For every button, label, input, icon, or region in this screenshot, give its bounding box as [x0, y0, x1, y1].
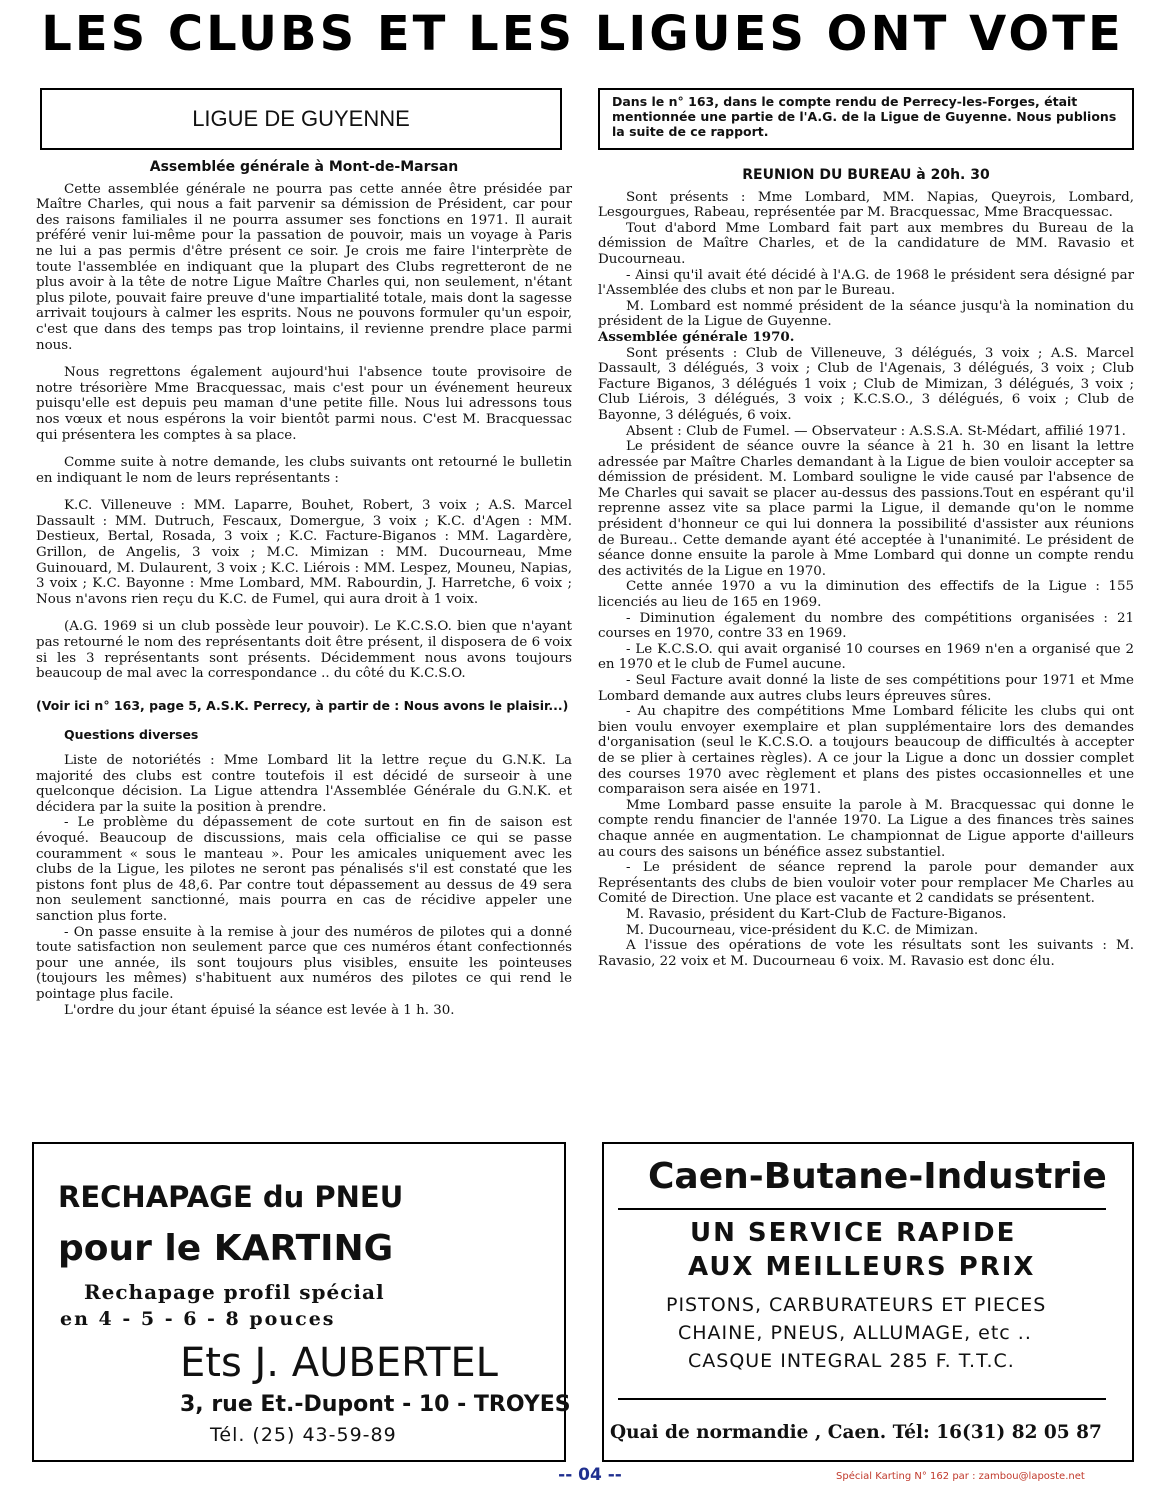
left-article-heading: Assemblée générale à Mont-de-Marsan: [149, 159, 459, 175]
paragraph: - Diminution également du nombre des compétitions organisées : 21 courses en 1970, contre 33 en 1969.: [598, 610, 1134, 642]
ligue-title-box: [40, 88, 562, 150]
paragraph: - Le président de séance reprend la parole pour demander aux Représentants des clubs de bien vouloir voter pour remplacer Me Charles au Comité de Direction. Une place est vacante et 2 candidats se présentent.: [598, 860, 1134, 907]
paragraph: Cette assemblée générale ne pourra pas cette année être présidée par Maître Charles, qui nous a fait parvenir sa démission de Président, car pour des raisons familiales il ne pourra assumer ses fonctions en 1971. Il aurait préféré venir lui-même pour la passation de pouvoir, mais un voyage à Paris ne lui a pas permis d'être présent ce soir. Je crois me faire l'interprète de toute l'assemblée en indiquant que la plupart des Clubs regretteront de ne plus avoir à la tête de notre Ligue Maître Charles qui, non seulement, n'étant plus pilote, pouvait faire preuve d'une impartialité totale, mais dont la sagesse arrivait toujours à calmer les esprits. Nous ne pouvons formuler qu'un espoir, c'est que dans des temps pas trop lointains, il revienne prendre place parmi nous.: [36, 181, 572, 353]
paragraph: - On passe ensuite à la remise à jour des numéros de pilotes qui a donné toute satisfaction non seulement parce que ces numéros étant confectionnés pour une année, ils sont toujours plus visibles, ensuite les pointeuses (toujours les mêmes) s'habituent aux numéros des pilotes ce qui rend le pointage plus facile.: [36, 924, 572, 1002]
paragraph: L'ordre du jour étant épuisé la séance est levée à 1 h. 30.: [64, 1002, 455, 1018]
assemblee-label: Assemblée générale 1970.: [598, 328, 795, 345]
ligue-title: LIGUE DE GUYENNE: [192, 106, 410, 131]
left-article-column: [36, 160, 572, 1018]
paragraph: K.C. Villeneuve : MM. Laparre, Bouhet, Robert, 3 voix ; A.S. Marcel Dassault : MM. Dutruch, Fescaux, Domergue, 3 voix ; K.C. d'Agen : MM. Destieux, Bertal, Rosada, 3 voix ; K.C. Facture-Biganos : MM. Lagardère, Grillon, de Angelis, 3 voix ; M.C. Mimizan : MM. Ducourneau, Mme Guinouard, M. Dulaurent, 3 voix ; K.C. Liérois : MM. Lespez, Mouneu, Napias, 3 voix ; K.C. Bayonne : Mme Lombard, MM. Rabourdin, J. Harretche, 6 voix ; Nous n'avons rien reçu du K.C. de Fumel, qui aura droit à 1 voix.: [36, 498, 572, 607]
paragraph: M. Lombard est nommé président de la séance jusqu'à la nomination du président de la Ligue de Guyenne.: [598, 298, 1134, 330]
paragraph: - Le K.C.S.O. qui avait organisé 10 courses en 1969 n'en a organisé que 2 en 1970 et le club de Fumel aucune.: [598, 641, 1134, 673]
advertisement-caen-butane: [602, 1142, 1134, 1462]
paragraph: Le président de séance ouvre la séance à 21 h. 30 en lisant la lettre adressée par Maître Charles demandant à la Ligue de bien vouloir accepter sa démission de président. M. Lombard souligne le vide causé par l'absence de Me Charles qui savait se placer au-dessus des passions.Tout en espérant qu'il reprenne assez vite sa place parmi la Ligue, il demande qu'on le nomme président d'honneur ce qui lui donnera la possibilité d'assister aux réunions de Bureau.. Cette demande ayant été acceptée à l'unanimité. Le président de séance donne ensuite la parole à Mme Lombard qui donne un compte rendu des activités de la Ligue en 1970.: [598, 439, 1134, 579]
paragraph: Mme Lombard passe ensuite la parole à M. Bracquessac qui donne le compte rendu financier de l'année 1970. La Ligue a des finances très saines chaque année en augmentation. Le championnat de Ligue apporte d'ailleurs au cours des saisons un bénéfice assez substantiel.: [598, 797, 1134, 860]
paragraph: A l'issue des opérations de vote les résultats sont les suivants : M. Ravasio, 22 voix et M. Ducourneau 6 voix. M. Ravasio est donc élu.: [598, 938, 1134, 969]
paragraph: - Seul Facture avait donné la liste de ses compétitions pour 1971 et Mme Lombard demande aux autres clubs leurs épreuves sûres.: [598, 673, 1134, 704]
advertisement-rechapage: [32, 1142, 571, 1462]
page-number: -- 04 --: [558, 1465, 622, 1485]
paragraph: Sont présents : Club de Villeneuve, 3 délégués, 3 voix ; A.S. Marcel Dassault, 3 délégués, 3 voix ; Club de l'Agenais, 3 délégués, 3 voix ; Club Facture Biganos, 3 délégués 1 voix ; Club de Mimizan, 3 délégués, 3 voix ; Club Liérois, 3 délégués, 3 voix ; K.C.S.O., 3 délégués, 6 voix ; Club de Bayonne, 3 délégués, 6 voix.: [598, 345, 1134, 423]
intro-note-box: [598, 88, 1134, 150]
ad-address: Quai de normandie , Caen. Tél: 16(31) 82 05 87: [610, 1422, 1102, 1443]
ad-text: en 4 - 5 - 6 - 8 pouces: [60, 1308, 336, 1330]
paragraph: Liste de notoriétés : Mme Lombard lit la lettre reçue du G.N.K. La majorité des clubs est contre toutefois il est décidé de surseoir à une quelconque décision. La Ligue attendra l'Assemblée Générale du G.N.K. et décidera par la suite la position à prendre.: [36, 753, 572, 815]
ad-text: CASQUE INTEGRAL 285 F. T.T.C.: [688, 1350, 1015, 1372]
right-article-heading: REUNION DU BUREAU à 20h. 30: [742, 167, 990, 183]
footer-credit: Spécial Karting N° 162 par : zambou@laposte.net: [836, 1471, 1085, 1482]
ad-divider: [618, 1398, 1106, 1400]
ad-headline: UN SERVICE RAPIDE: [690, 1218, 1017, 1248]
paragraph: Absent : Club de Fumel. — Observateur : A.S.S.A. St-Médart, affilié 1971.: [626, 423, 1126, 439]
paragraph: Cette année 1970 a vu la diminution des effectifs de la Ligue : 155 licenciés au lieu de 165 en 1969.: [598, 579, 1134, 611]
ad-text: CHAINE, PNEUS, ALLUMAGE, etc ..: [678, 1322, 1032, 1344]
paragraph: Sont présents : Mme Lombard, MM. Napias, Queyrois, Lombard, Lesgourgues, Rabeau, représentée par M. Bracquessac, Mme Bracquessac.: [598, 189, 1134, 221]
paragraph: Nous regrettons également aujourd'hui l'absence toute provisoire de notre trésorière Mme Bracquessac, mais c'est pour un événement heureux puisqu'elle est depuis peu maman d'une petite fille. Nous lui adressons tous nos vœux et nous espérons la voir bientôt parmi nous. C'est M. Bracquessac qui présentera les comptes à sa place.: [36, 365, 572, 443]
intro-note: Dans le n° 163, dans le compte rendu de Perrecy-les-Forges, était mentionnée une partie de l'A.G. de la Ligue de Guyenne. Nous publions la suite de ce rapport.: [612, 94, 1117, 139]
cross-reference-note: (Voir ici n° 163, page 5, A.S.K. Perrecy, à partir de : Nous avons le plaisir...): [36, 697, 569, 713]
paragraph: Comme suite à notre demande, les clubs suivants ont retourné le bulletin en indiquant le nom de leurs représentants :: [36, 455, 572, 486]
ad-company-name: Ets J. AUBERTEL: [180, 1340, 498, 1386]
ad-divider: [618, 1208, 1106, 1210]
paragraph: Tout d'abord Mme Lombard fait part aux membres du Bureau de la démission de Maître Charles, et de la candidature de MM. Ravasio et Ducourneau.: [598, 220, 1134, 267]
ad-subheadline: pour le KARTING: [58, 1228, 394, 1269]
ad-address: 3, rue Et.-Dupont - 10 - TROYES: [180, 1392, 571, 1417]
page-title: LES CLUBS ET LES LIGUES ONT VOTE: [41, 6, 1124, 62]
paragraph: M. Ducourneau, vice-président du K.C. de Mimizan.: [626, 922, 979, 938]
paragraph: - Au chapitre des compétitions Mme Lombard félicite les clubs qui ont bien voulu envoyer exemplaire et plan supplémentaire lors des demandes d'organisation (seul le K.C.S.O. a toujours beaucoup de difficultés à accepter de se plier à certaines règles). A ce jour la Ligue a donc un dossier complet des courses 1970 avec règlement et plans des pistes occasionnelles et une comparaison sera aisée en 1971.: [598, 704, 1134, 798]
ad-text: Rechapage profil spécial: [84, 1280, 385, 1304]
ad-phone: Tél. (25) 43-59-89: [210, 1424, 397, 1446]
paragraph: (A.G. 1969 si un club possède leur pouvoir). Le K.C.S.O. bien que n'ayant pas retourné le nom des représentants doit être présent, il disposera de 6 voix si les 3 représentants sont présents. Décidemment nous avons toujours beaucoup de mal avec la correspondance .. du côté du K.C.S.O.: [36, 619, 572, 682]
ad-headline: AUX MEILLEURS PRIX: [688, 1252, 1036, 1282]
paragraph: - Le problème du dépassement de cote surtout en fin de saison est évoqué. Beaucoup de discussions, mais cela officialise ce qui se passe couramment « sous le manteau ». Pour les amicales uniquement avec les clubs de la Ligue, les pilotes ne seront pas pénalisés s'il est constaté que les pistons font plus de 48,6. Par contre tout dépassement au dessus de 49 sera non seulement sanctionné, mais pourra en cas de récidive appeler une sanction plus forte.: [36, 815, 572, 924]
ad-text: PISTONS, CARBURATEURS ET PIECES: [666, 1294, 1047, 1316]
ad-company-name: Caen-Butane-Industrie: [648, 1156, 1107, 1197]
questions-diverses-heading: Questions diverses: [64, 727, 199, 743]
ad-headline: RECHAPAGE du PNEU: [58, 1180, 404, 1214]
right-article-column: [598, 168, 1134, 969]
paragraph: - Ainsi qu'il avait été décidé à l'A.G. de 1968 le président sera désigné par l'Assemblée des clubs et non par le Bureau.: [598, 267, 1134, 299]
paragraph: M. Ravasio, président du Kart-Club de Facture-Biganos.: [626, 906, 1007, 922]
